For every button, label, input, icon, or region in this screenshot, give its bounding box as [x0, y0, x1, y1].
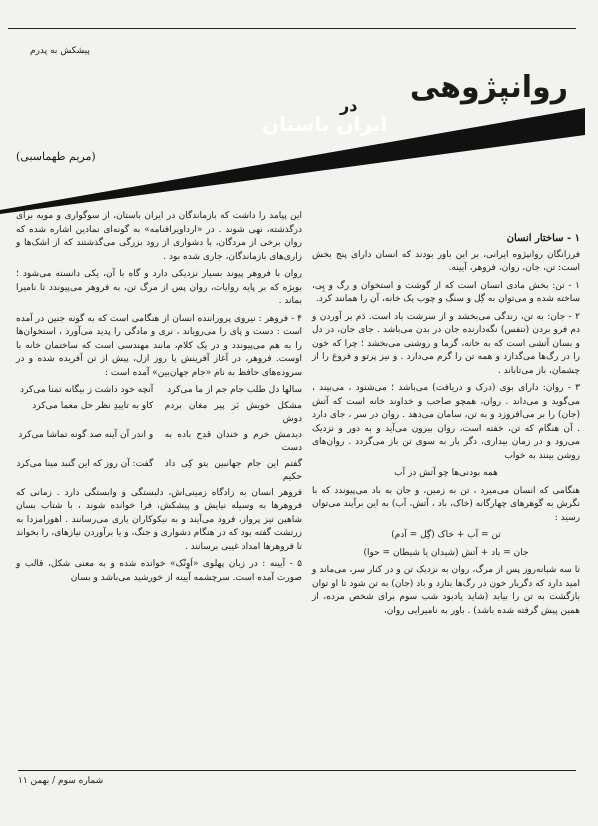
paragraph: تا سه شبانه‌روز پس از مرگ، روان به نزدیک تن و در کنار سر، می‌ماند و امید دارد که دگربار خون در رگ‌ها بتازد و باد (جان) به تن شود تا او توان بازگشت به تن را بیابد (شاید یادبود شب سوم برای شخص مرده، از همین پیش گرفته شده باشد) . باور به نامیرایی روان، [312, 565, 580, 616]
article-title: روانپژوهی [409, 70, 568, 105]
issue-footer: شماره سوم / بهمن ۱۱ [18, 776, 104, 786]
section-heading: ۱ - ساختار انسان [506, 233, 580, 244]
author-signature: (مریم طهماسبی) [16, 150, 96, 163]
paragraph: ۲ - جان: به تن، زندگی می‌بخشد و از سرشت باد است. دَم بر آوردن و دم فرو بردن (تنفس) نگه‌دارنده جان در بدن می‌باشد . جای جان، در دل و بسان آتشی است که به خانه، گرما و روشنی می‌بخشد ؛ چرا که خون را در رگ‌ها می‌گدازد و همه تن را گرم می‌دارد . و نیز پرتو و فروغ را از چشمان، باز می‌تاباند . [312, 311, 580, 376]
title-preposition: در [340, 96, 358, 115]
paragraph: ۵ - آیینه : در زبان پهلوی «اَوِنْک» خوانده شده و به معنی شکل، قالب و صورت آمده است. سرچشمه آیینه از خورشید می‌باشد و بسان [16, 559, 302, 583]
paragraph: فروهر انسان به زادگاه زمینی‌اش، دلبستگی و وابستگی دارد . زمانی که فروهرها به وسیله نیایش و پیشکش، فرا خوانده شوند ، با شتاب بسان شاهین تیز پرواز، فرود می‌آیند و به نیکوکاران یاری می‌رسانند . اهورامزدا به زرتشت گفته بود که در هنگام دشواری و جنگ، و یا برآوردن نیازهای، را بخواند تا فروهرها امداد غیبی برسانند . [16, 487, 302, 552]
paragraph: ۴ - فروهر : نیروی پروراننده انسان از هنگامی است که به گونه جنین در آمده است : دست و پای را می‌رویاند ، نری و مادگی را پدید می‌آورد ، استخوان‌ها را به هم می‌پیوندد و در یک کلام، مانند مهندسی است که ساختمان خانه با اوست. فروهر، در آغاز آفرینش یا روز ازل، پیش از تن آفریده شده و در سروده‌های حافظ به نام «جام جهان‌بین» آمده است : [16, 313, 302, 378]
verse-line: مشکل خویش بَر پیر مغان بردم دوش کاو به تاییدِ نظر حل معما می‌کرد [32, 400, 302, 424]
verse-line: دیدمش خرم و خندان قدح باده به دست و اندر آن آینه صد گونه تماشا می‌کرد [18, 429, 302, 453]
title-wedge [0, 0, 598, 215]
verse-line: همه بودنی‌ها چو آتش در آب [394, 468, 498, 478]
paragraph: این پیامد را داشت که بازماندگان در ایران باستان، از سوگواری و مویه برای درگذشته، نهی شوند . در «ارداویرافنامه» به گونه‌ای نمادین اشاره شده که روان برخی از مردگان، با دشواری از رود بزرگی می‌گذشتند که از اشک‌ها و زاری‌های بازماندگان، جاری شده بود . [16, 211, 302, 262]
article-subtitle: ایران باستان [262, 112, 388, 136]
verse-line: گفتم این جام جهانبین بتو کِی داد حکیم گفت: آن روز که این گنبد مینا می‌کرد [16, 458, 302, 482]
paragraph: فرزانگان روانپژوه ایرانی، بر این باور بودند که انسان دارای پنج بخش است: تن، جان، روان، فروهر، آیینه. [312, 249, 580, 273]
bottom-rule [18, 770, 576, 771]
left-column [16, 210, 302, 589]
paragraph: روان با فروهر پیوند بسیار نزدیکی دارد و گاه با آن، یکی دانسته می‌شود ؛ بویژه که بر پایه روایات، روان پس از مرگ تن، به فروهر می‌پیوندد تا نامیرا بماند . [16, 269, 302, 306]
equation: تن = آب + خاک (گِل = آدم) [391, 530, 501, 540]
equation: جان = باد + آتش (شیدان یا شیطان = حوا) [363, 547, 529, 558]
dedication: پیشکش به پدرم [30, 46, 90, 56]
paragraph: ۱ - تن: بخش مادی انسان است که از گوشت و استخوان و رگ و پِی، ساخته شده و می‌توان به گِل و سنگ و چوب یک خانه، آن را همانند کرد. [312, 280, 580, 304]
paragraph: ۳ - روان: دارای بوی (درک و دریافت) می‌باشد ؛ می‌شنود ، می‌بیند ، می‌گوید و می‌داند . روان، همچو صاحب و خداوند خانه است که آتش (جان) را بر می‌افروزد و به تن، سامان می‌دهد . روان در سر ، جای دارد . آن هنگام که تن، خفته است، روان بیرون می‌آید و به دور و نزدیک می‌رود و در زمان بیداری، دگر بار به سوی تن باز می‌گردد . روان‌های روشن بینند به خواب [312, 383, 580, 461]
right-column [312, 232, 580, 622]
paragraph: هنگامی که انسان می‌میرد ، تن به زمین، و جان به باد می‌پیوندد که با نگرش به گوهرهای چهارگانه (خاک، باد ، آتش، آب) به این برآیند می‌توان رسید : [312, 485, 580, 523]
verse-line: سالها دل طلب جام جم از ما می‌کرد آنچه خود داشت ز بیگانه تمنا می‌کرد [19, 385, 302, 395]
